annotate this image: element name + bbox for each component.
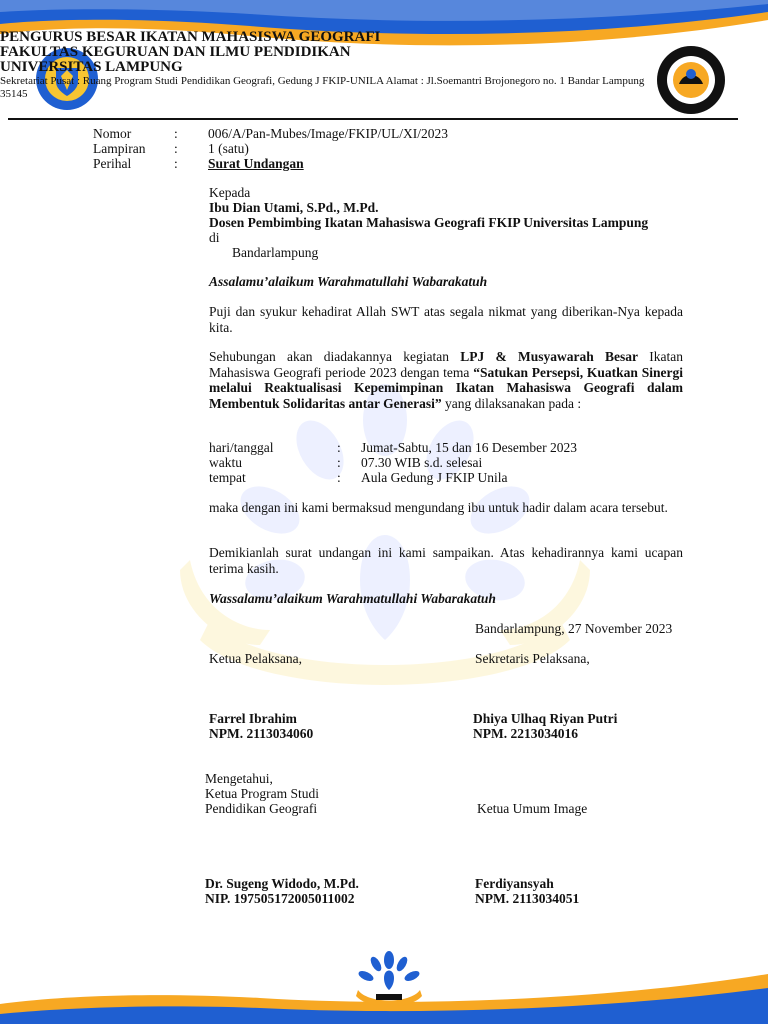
head-of-program-name: Dr. Sugeng Widodo, M.Pd. <box>205 876 359 891</box>
meta-subject-sep: : <box>174 156 178 171</box>
head-of-program-role1: Ketua Program Studi <box>205 786 319 801</box>
event-name: LPJ & Musyawarah Besar <box>460 349 638 364</box>
general-chair-name: Ferdiyansyah <box>475 876 554 891</box>
opening-greeting: Assalamu’alaikum Warahmatullahi Wabarakatuh <box>209 274 488 289</box>
para2-mid: Ikatan Mahasiswa Geografi periode 2023 dengan tema <box>209 349 683 380</box>
schedule-date-value: Jumat-Sabtu, 15 dan 16 Desember 2023 <box>361 440 577 455</box>
schedule-time-value: 07.30 WIB s.d. selesai <box>361 455 483 470</box>
meta-attachment-label: Lampiran <box>93 141 146 156</box>
head-of-program-id: NIP. 197505172005011002 <box>205 891 355 906</box>
meta-attachment-value: 1 (satu) <box>208 141 249 156</box>
closing-greeting: Wassalamu’alaikum Warahmatullahi Wabarakatuh <box>209 591 496 606</box>
schedule-place-sep: : <box>337 470 341 485</box>
para2-post: yang dilaksanakan pada : <box>441 395 582 411</box>
meta-number-sep: : <box>174 126 178 141</box>
schedule-place-value: Aula Gedung J FKIP Unila <box>361 470 508 485</box>
secretary-name: Dhiya Ulhaq Riyan Putri <box>473 711 618 726</box>
place-and-date: Bandarlampung, 27 November 2023 <box>475 621 673 636</box>
recipient-city: Bandarlampung <box>232 245 319 260</box>
header-org-name: PENGURUS BESAR IKATAN MAHASISWA GEOGRAFI <box>0 29 381 45</box>
header-address-line2: 35145 <box>0 88 28 100</box>
chairperson-name: Farrel Ibrahim <box>209 711 297 726</box>
general-chair-role: Ketua Umum Image <box>477 801 588 816</box>
general-chair-id: NPM. 2113034051 <box>475 891 580 906</box>
paragraph-opening: Puji dan syukur kehadirat Allah SWT atas segala nikmat yang diberikan-Nya kepada kita. <box>209 304 683 335</box>
recipient-name: Ibu Dian Utami, S.Pd., M.Pd. <box>209 200 379 215</box>
paragraph-purpose: maka dengan ini kami bermaksud mengundang ibu untuk hadir dalam acara tersebut. <box>209 500 668 515</box>
meta-subject-value: Surat Undangan <box>208 156 304 171</box>
schedule-date-label: hari/tanggal <box>209 440 274 455</box>
recipient-to: Kepada <box>209 185 251 200</box>
secretary-role: Sekretaris Pelaksana, <box>475 651 590 666</box>
meta-attachment-sep: : <box>174 141 178 156</box>
schedule-date-sep: : <box>337 440 341 455</box>
schedule-time-sep: : <box>337 455 341 470</box>
event-theme: “Satukan Persepsi, Kuatkan Sinergi melalui Reaktualisasi Kepemimpinan Ikatan Mahasiswa Geografi dalam Membentuk Solidaritas antar Generasi” <box>209 364 683 411</box>
para2-pre: Sehubungan akan diadakannya kegiatan <box>209 349 461 364</box>
bottom-emblem-logo <box>352 950 426 1010</box>
secretary-id: NPM. 2213034016 <box>473 726 578 741</box>
chairperson-id: NPM. 2113034060 <box>209 726 314 741</box>
recipient-title: Dosen Pembimbing Ikatan Mahasiswa Geografi FKIP Universitas Lampung <box>209 215 649 230</box>
schedule-place-label: tempat <box>209 470 246 485</box>
header-faculty-name: FAKULTAS KEGURUAN DAN ILMU PENDIDIKAN <box>0 44 351 60</box>
chairperson-role: Ketua Pelaksana, <box>209 651 302 666</box>
paragraph-closing: Demikianlah surat undangan ini kami sampaikan. Atas kehadirannya kami ucapan terima kasih. <box>209 545 683 576</box>
paragraph-invitation <box>209 349 683 411</box>
meta-number-value: 006/A/Pan-Mubes/Image/FKIP/UL/XI/2023 <box>208 126 448 141</box>
meta-number-label: Nomor <box>93 126 132 141</box>
header-address-line1: Sekretariat Pusat : Ruang Program Studi Pendidikan Geografi, Gedung J FKIP-UNILA Alamat : Jl.Soemantri Brojonegoro no. 1 Bandar Lampung <box>0 75 645 87</box>
header-university-name: UNIVERSITAS LAMPUNG <box>0 59 183 75</box>
header-divider <box>8 118 738 120</box>
acknowledge-label: Mengetahui, <box>205 771 273 786</box>
schedule-time-label: waktu <box>209 455 242 470</box>
head-of-program-role2: Pendidikan Geografi <box>205 801 318 816</box>
meta-subject-label: Perihal <box>93 156 132 171</box>
recipient-di: di <box>209 230 220 245</box>
watermark-emblem <box>180 380 590 690</box>
organization-seal-logo <box>655 44 727 116</box>
